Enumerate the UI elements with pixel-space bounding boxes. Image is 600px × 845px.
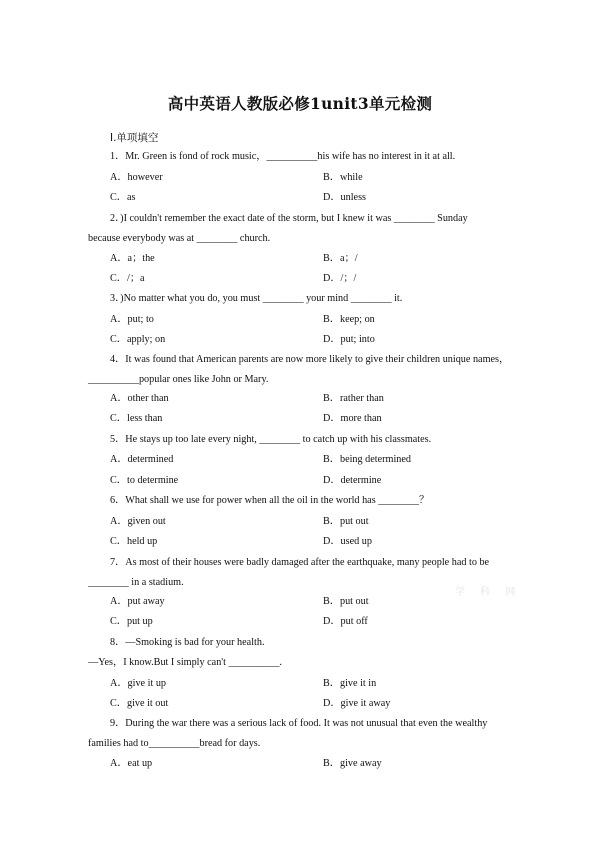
question-2-option-b: B．a；/ [323, 253, 358, 264]
question-6-option-d: D．used up [323, 536, 372, 547]
question-9-option-b: B．give away [323, 758, 382, 769]
question-5-stem: 5．He stays up too late every night, ________ to catch up with his classmates. [110, 434, 432, 445]
question-3-option-b: B．keep; on [323, 314, 375, 325]
question-7-option-a: A．put away [110, 596, 165, 607]
question-8-stem-cont: —Yes，I know.But I simply can't __________. [88, 657, 282, 668]
question-8-option-b: B．give it in [323, 678, 377, 689]
question-7-option-d: D．put off [323, 616, 368, 627]
question-7-stem: 7．As most of their houses were badly damaged after the earthquake, many people had to be [110, 557, 490, 568]
question-4-option-b: B．rather than [323, 393, 384, 404]
question-4-option-c: C．less than [110, 413, 163, 424]
question-1-option-a: A．however [110, 172, 163, 183]
question-1-stem: 1．Mr. Green is fond of rock music，__________his wife has no interest in it at all. [110, 151, 456, 162]
question-3-stem: 3．)No matter what you do, you must ________ your mind ________ it. [110, 293, 403, 304]
question-7-option-b: B．put out [323, 596, 369, 607]
question-6-stem: 6．What shall we use for power when all the oil in the world has ________？ [110, 495, 430, 506]
question-9-option-a: A．eat up [110, 758, 153, 769]
watermark: 学 科 网 [455, 587, 522, 598]
question-1-option-c: C．as [110, 192, 136, 203]
question-1-option-b: B．while [323, 172, 363, 183]
question-5-option-a: A．determined [110, 454, 174, 465]
question-4-stem-cont: __________popular ones like John or Mary. [88, 374, 269, 385]
question-8-stem: 8．—Smoking is bad for your health. [110, 637, 265, 648]
document-title: 高中英语人教版必修1unit3单元检测 [167, 94, 433, 113]
question-8-option-a: A．give it up [110, 678, 167, 689]
question-7-option-c: C．put up [110, 616, 153, 627]
question-2-stem-cont: because everybody was at ________ church. [88, 233, 271, 244]
question-2-option-d: D．/；/ [323, 273, 357, 284]
question-5-option-b: B．being determined [323, 454, 411, 465]
question-6-option-a: A．given out [110, 516, 166, 527]
question-3-option-d: D．put; into [323, 334, 375, 345]
question-3-option-c: C．apply; on [110, 334, 166, 345]
question-5-option-c: C．to determine [110, 475, 179, 486]
question-5-option-d: D．determine [323, 475, 382, 486]
question-4-option-a: A．other than [110, 393, 169, 404]
question-6-option-c: C．held up [110, 536, 158, 547]
question-7-stem-cont: ________ in a stadium. [88, 577, 184, 588]
question-2-stem: 2．)I couldn't remember the exact date of the storm, but I knew it was ________ Sunday [110, 213, 468, 224]
question-2-option-c: C．/；a [110, 273, 145, 284]
question-1-option-d: D．unless [323, 192, 367, 203]
question-9-stem-cont: families had to__________bread for days. [88, 738, 261, 749]
question-8-option-c: C．give it out [110, 698, 169, 709]
question-2-option-a: A．a；the [110, 253, 155, 264]
question-8-option-d: D．give it away [323, 698, 391, 709]
section-heading: Ⅰ.单项填空 [110, 132, 159, 144]
question-6-option-b: B．put out [323, 516, 369, 527]
question-4-stem: 4．It was found that American parents are now more likely to give their children unique names， [110, 354, 510, 365]
question-4-option-d: D．more than [323, 413, 382, 424]
question-9-stem: 9．During the war there was a serious lack of food. It was not unusual that even the wealthy [110, 718, 488, 729]
question-3-option-a: A．put; to [110, 314, 154, 325]
